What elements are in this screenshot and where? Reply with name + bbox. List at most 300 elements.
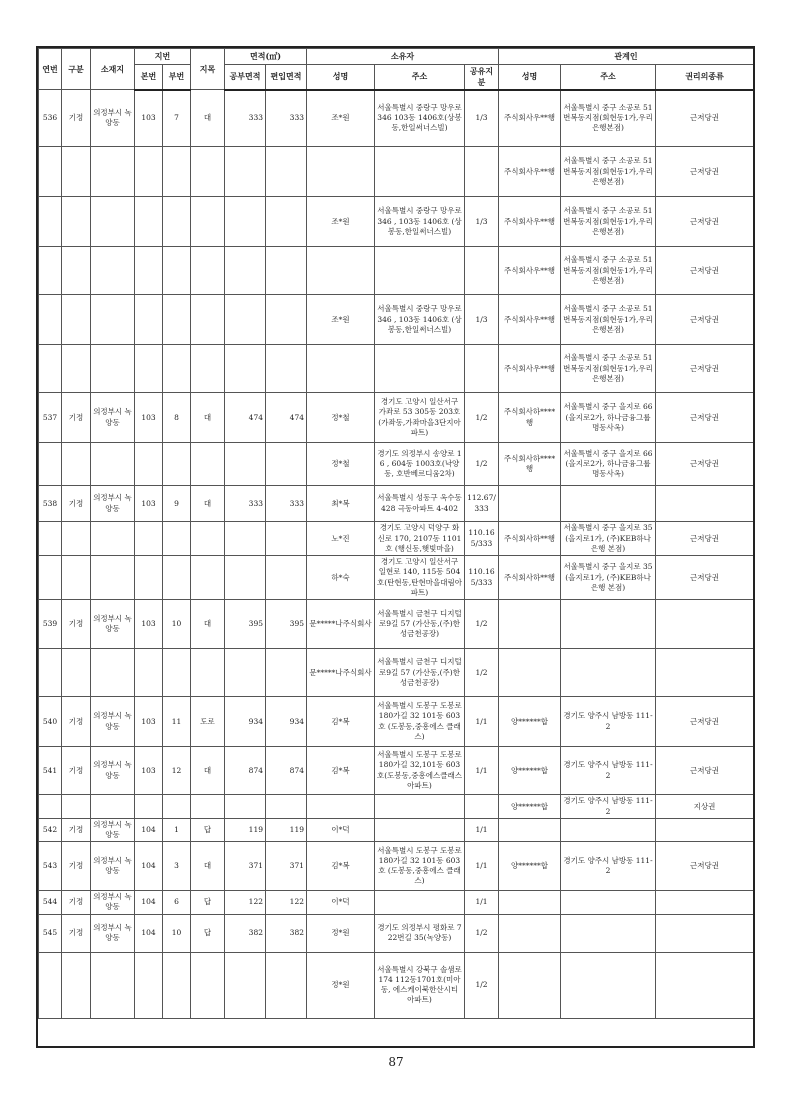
cell-land-category: 도로: [191, 697, 225, 747]
cell-public-area: [225, 345, 266, 393]
cell-related-address: 서울특별시 중구 소공로 51번복동지점(회현동1가,우리은행본점): [561, 295, 656, 345]
cell-main-number: 103: [135, 393, 163, 443]
cell-included-area: [266, 295, 307, 345]
cell-type: 기정: [62, 486, 91, 522]
cell-owner-name: 하*숙: [307, 556, 375, 600]
cell-type: [62, 556, 91, 600]
cell-share: 1/3: [465, 90, 499, 147]
cell-sub-number: [163, 522, 191, 556]
cell-seq: 542: [39, 819, 62, 842]
cell-main-number: 104: [135, 819, 163, 842]
cell-seq: [39, 247, 62, 295]
table-body: [39, 90, 754, 1019]
cell-right-type: 근저당권: [656, 556, 754, 600]
cell-owner-address: 서울특별시 강북구 솔샘로174 112동1701호(미아동, 에스케이북한산시티 아파트): [375, 952, 465, 1018]
table-row: [39, 819, 754, 842]
table-row: [39, 247, 754, 295]
header-owner-address: 주소: [375, 65, 465, 90]
cell-owner-name: [307, 795, 375, 819]
cell-related-address: 경기도 양주시 남방동 111-2: [561, 747, 656, 795]
cell-right-type: 근저당권: [656, 697, 754, 747]
cell-main-number: 103: [135, 90, 163, 147]
cell-owner-name: 김*복: [307, 747, 375, 795]
cell-related-address: [561, 649, 656, 697]
cell-main-number: [135, 197, 163, 247]
cell-right-type: [656, 891, 754, 914]
page-number: 87: [388, 1055, 404, 1069]
table-row: [39, 147, 754, 197]
cell-share: 1/1: [465, 842, 499, 891]
table-row: [39, 649, 754, 697]
cell-public-area: 874: [225, 747, 266, 795]
cell-share: 110.165/333: [465, 556, 499, 600]
cell-sub-number: 9: [163, 486, 191, 522]
cell-main-number: [135, 952, 163, 1018]
cell-type: [62, 522, 91, 556]
cell-share: [465, 795, 499, 819]
cell-location: 의정부시 녹양동: [91, 747, 135, 795]
cell-location: [91, 522, 135, 556]
cell-related-name: 양******합: [499, 747, 561, 795]
cell-type: 기정: [62, 90, 91, 147]
cell-sub-number: [163, 295, 191, 345]
cell-land-category: [191, 443, 225, 486]
cell-main-number: 103: [135, 486, 163, 522]
cell-related-address: 서울특별시 중구 소공로 51번복동지점(회현동1가,우리은행본점): [561, 90, 656, 147]
cell-sub-number: [163, 649, 191, 697]
cell-owner-name: [307, 345, 375, 393]
cell-location: 의정부시 녹양동: [91, 914, 135, 952]
cell-owner-name: 이*덕: [307, 819, 375, 842]
cell-share: 1/2: [465, 443, 499, 486]
table-header: [39, 49, 754, 90]
cell-related-address: [561, 819, 656, 842]
table-row: [39, 600, 754, 649]
cell-location: 의정부시 녹양동: [91, 697, 135, 747]
cell-main-number: 104: [135, 842, 163, 891]
cell-seq: [39, 295, 62, 345]
cell-land-category: [191, 197, 225, 247]
cell-included-area: 371: [266, 842, 307, 891]
cell-included-area: 119: [266, 819, 307, 842]
cell-right-type: 지상권: [656, 795, 754, 819]
cell-related-address: [561, 952, 656, 1018]
cell-land-category: 대: [191, 842, 225, 891]
cell-related-address: 서울특별시 중구 을지로 35(을지로1가, (주)KEB하나은행 본점): [561, 522, 656, 556]
cell-land-category: [191, 522, 225, 556]
cell-main-number: [135, 295, 163, 345]
cell-sub-number: [163, 952, 191, 1018]
cell-sub-number: 1: [163, 819, 191, 842]
cell-sub-number: 12: [163, 747, 191, 795]
cell-type: [62, 795, 91, 819]
cell-share: 1/1: [465, 747, 499, 795]
cell-land-category: [191, 247, 225, 295]
cell-main-number: 104: [135, 914, 163, 952]
cell-location: [91, 443, 135, 486]
cell-land-category: 답: [191, 819, 225, 842]
cell-included-area: [266, 522, 307, 556]
cell-owner-address: 경기도 의정부시 평화로 722번길 35(녹양동): [375, 914, 465, 952]
cell-sub-number: [163, 147, 191, 197]
cell-main-number: [135, 649, 163, 697]
cell-related-address: 서울특별시 중구 을지로 66(을지로2가, 하나금융그룹 명동사옥): [561, 443, 656, 486]
cell-owner-name: 최*복: [307, 486, 375, 522]
cell-related-name: 주식회사우**행: [499, 90, 561, 147]
cell-location: 의정부시 녹양동: [91, 486, 135, 522]
cell-owner-address: 서울특별시 중랑구 망우로 346 , 103동 1406호 (상봉동,한일써너스빌): [375, 197, 465, 247]
cell-public-area: 474: [225, 393, 266, 443]
cell-public-area: 382: [225, 914, 266, 952]
cell-sub-number: [163, 197, 191, 247]
cell-land-category: [191, 147, 225, 197]
cell-related-name: [499, 486, 561, 522]
cell-owner-name: 김*복: [307, 842, 375, 891]
header-owner-name: 성명: [307, 65, 375, 90]
cell-location: 의정부시 녹양동: [91, 842, 135, 891]
cell-type: [62, 952, 91, 1018]
cell-land-category: [191, 795, 225, 819]
cell-related-name: 주식회사하****행: [499, 393, 561, 443]
cell-share: 1/3: [465, 197, 499, 247]
cell-share: 1/1: [465, 697, 499, 747]
table-row: [39, 697, 754, 747]
cell-related-address: [561, 914, 656, 952]
cell-seq: 539: [39, 600, 62, 649]
cell-related-name: 양******합: [499, 842, 561, 891]
cell-right-type: 근저당권: [656, 747, 754, 795]
cell-related-name: 주식회사우**행: [499, 197, 561, 247]
cell-included-area: [266, 952, 307, 1018]
cell-included-area: 122: [266, 891, 307, 914]
cell-related-address: 서울특별시 중구 을지로 66(을지로2가, 하나금융그룹 명동사옥): [561, 393, 656, 443]
header-public-area: 공부면적: [225, 65, 266, 90]
cell-location: 의정부시 녹양동: [91, 819, 135, 842]
cell-seq: 543: [39, 842, 62, 891]
cell-owner-address: 서울특별시 도봉구 도봉로180가길 32 101동 603호 (도봉동,중흥에스 클래스): [375, 697, 465, 747]
cell-type: 기정: [62, 914, 91, 952]
cell-right-type: [656, 914, 754, 952]
cell-included-area: 934: [266, 697, 307, 747]
cell-owner-address: [375, 147, 465, 197]
cell-owner-address: 경기도 고양시 일산서구 가좌로 53 305동 203호(가좌동,가좌마을3단지아파트): [375, 393, 465, 443]
cell-main-number: 103: [135, 697, 163, 747]
cell-share: [465, 345, 499, 393]
header-right-type: 권리의종류: [656, 65, 754, 90]
cell-owner-name: 정*원: [307, 952, 375, 1018]
cell-related-name: 주식회사하**행: [499, 522, 561, 556]
cell-seq: 544: [39, 891, 62, 914]
cell-related-address: [561, 486, 656, 522]
cell-sub-number: 10: [163, 600, 191, 649]
cell-included-area: [266, 197, 307, 247]
table-row: [39, 90, 754, 147]
cell-share: 1/2: [465, 649, 499, 697]
cell-related-name: 주식회사우**행: [499, 247, 561, 295]
cell-included-area: 333: [266, 486, 307, 522]
cell-right-type: 근저당권: [656, 443, 754, 486]
cell-owner-address: [375, 345, 465, 393]
cell-related-address: 경기도 양주시 남방동 111-2: [561, 842, 656, 891]
cell-type: 기정: [62, 819, 91, 842]
cell-type: [62, 295, 91, 345]
cell-seq: 537: [39, 393, 62, 443]
table-row: [39, 522, 754, 556]
cell-seq: 541: [39, 747, 62, 795]
cell-share: 1/2: [465, 952, 499, 1018]
table-row: [39, 393, 754, 443]
cell-location: 의정부시 녹양동: [91, 600, 135, 649]
cell-location: [91, 952, 135, 1018]
cell-main-number: [135, 443, 163, 486]
cell-share: 1/3: [465, 295, 499, 345]
cell-sub-number: [163, 556, 191, 600]
cell-owner-name: 문*****나주식회사: [307, 649, 375, 697]
cell-public-area: 119: [225, 819, 266, 842]
table-row: [39, 197, 754, 247]
table-row: [39, 891, 754, 914]
cell-owner-name: 조*원: [307, 90, 375, 147]
cell-right-type: 근저당권: [656, 393, 754, 443]
cell-seq: 540: [39, 697, 62, 747]
cell-main-number: 103: [135, 747, 163, 795]
header-lot: 지번: [135, 49, 191, 65]
cell-included-area: [266, 443, 307, 486]
cell-related-name: 주식회사하**행: [499, 556, 561, 600]
cell-related-name: [499, 649, 561, 697]
cell-type: 기정: [62, 747, 91, 795]
cell-public-area: 122: [225, 891, 266, 914]
cell-related-address: 서울특별시 중구 소공로 51번복동지점(회현동1가,우리은행본점): [561, 147, 656, 197]
cell-right-type: [656, 600, 754, 649]
table-row: [39, 842, 754, 891]
cell-related-name: 양******합: [499, 795, 561, 819]
cell-owner-address: [375, 247, 465, 295]
cell-type: 기정: [62, 600, 91, 649]
cell-land-category: [191, 345, 225, 393]
cell-location: [91, 795, 135, 819]
cell-owner-name: 이*덕: [307, 891, 375, 914]
cell-owner-name: [307, 247, 375, 295]
cell-right-type: 근저당권: [656, 295, 754, 345]
cell-type: [62, 443, 91, 486]
cell-type: [62, 247, 91, 295]
cell-seq: [39, 197, 62, 247]
cell-owner-address: 경기도 고양시 일산서구 일현로 140, 115동 504호(탄현동,탄현마을대림아파트): [375, 556, 465, 600]
cell-sub-number: 3: [163, 842, 191, 891]
cell-right-type: 근저당권: [656, 90, 754, 147]
cell-land-category: [191, 952, 225, 1018]
cell-main-number: [135, 345, 163, 393]
cell-right-type: 근저당권: [656, 842, 754, 891]
cell-location: [91, 197, 135, 247]
table-row: [39, 345, 754, 393]
cell-location: [91, 247, 135, 295]
cell-related-address: 서울특별시 중구 소공로 51번복동지점(회현동1가,우리은행본점): [561, 197, 656, 247]
cell-owner-name: 정*철: [307, 443, 375, 486]
cell-share: 1/2: [465, 393, 499, 443]
cell-main-number: [135, 247, 163, 295]
cell-sub-number: [163, 247, 191, 295]
cell-included-area: 382: [266, 914, 307, 952]
cell-type: [62, 197, 91, 247]
cell-right-type: 근저당권: [656, 345, 754, 393]
cell-location: 의정부시 녹양동: [91, 891, 135, 914]
cell-share: 110.165/333: [465, 522, 499, 556]
cell-included-area: [266, 795, 307, 819]
table-row: [39, 443, 754, 486]
header-included-area: 편입면적: [266, 65, 307, 90]
cell-sub-number: [163, 795, 191, 819]
cell-share: 1/1: [465, 819, 499, 842]
cell-type: 기정: [62, 697, 91, 747]
cell-location: [91, 649, 135, 697]
cell-seq: [39, 795, 62, 819]
cell-share: 1/2: [465, 600, 499, 649]
cell-included-area: 395: [266, 600, 307, 649]
cell-public-area: [225, 952, 266, 1018]
table-row: [39, 795, 754, 819]
cell-right-type: 근저당권: [656, 247, 754, 295]
cell-included-area: [266, 556, 307, 600]
cell-right-type: [656, 486, 754, 522]
cell-included-area: [266, 345, 307, 393]
cell-right-type: 근저당권: [656, 147, 754, 197]
cell-included-area: [266, 147, 307, 197]
cell-seq: [39, 345, 62, 393]
cell-related-address: 경기도 양주시 남방동 111-2: [561, 697, 656, 747]
header-land-category: 지목: [191, 49, 225, 90]
cell-related-name: [499, 819, 561, 842]
cell-public-area: [225, 795, 266, 819]
table-row: [39, 486, 754, 522]
cell-sub-number: 6: [163, 891, 191, 914]
cell-right-type: [656, 649, 754, 697]
cell-main-number: 104: [135, 891, 163, 914]
cell-related-address: 서울특별시 중구 소공로 51번복동지점(회현동1가,우리은행본점): [561, 247, 656, 295]
cell-related-name: [499, 952, 561, 1018]
cell-sub-number: 10: [163, 914, 191, 952]
cell-sub-number: 11: [163, 697, 191, 747]
cell-location: [91, 147, 135, 197]
cell-owner-address: 서울특별시 중랑구 망우로 346 103동 1406호(상봉동,한일써너스빌): [375, 90, 465, 147]
header-related-party: 관계인: [499, 49, 754, 65]
cell-public-area: [225, 556, 266, 600]
cell-included-area: [266, 247, 307, 295]
cell-owner-address: [375, 795, 465, 819]
cell-main-number: [135, 147, 163, 197]
cell-related-name: 양******합: [499, 697, 561, 747]
cell-sub-number: [163, 345, 191, 393]
land-register-table: [38, 48, 754, 1019]
table-row: [39, 914, 754, 952]
cell-related-name: 주식회사하****행: [499, 443, 561, 486]
cell-public-area: [225, 295, 266, 345]
cell-type: 기정: [62, 842, 91, 891]
cell-seq: [39, 556, 62, 600]
cell-location: [91, 345, 135, 393]
cell-seq: 545: [39, 914, 62, 952]
cell-owner-address: [375, 891, 465, 914]
cell-related-name: 주식회사우**행: [499, 345, 561, 393]
cell-public-area: [225, 197, 266, 247]
table-row: [39, 952, 754, 1018]
cell-type: 기정: [62, 393, 91, 443]
cell-owner-address: [375, 819, 465, 842]
cell-share: 1/1: [465, 891, 499, 914]
cell-location: [91, 295, 135, 345]
header-seq: 연번: [39, 49, 62, 90]
cell-land-category: 대: [191, 90, 225, 147]
cell-main-number: [135, 795, 163, 819]
cell-owner-name: 정*철: [307, 393, 375, 443]
cell-related-name: [499, 600, 561, 649]
cell-owner-address: 서울특별시 성동구 옥수동 428 극동아파트 4-402: [375, 486, 465, 522]
table-row: [39, 295, 754, 345]
cell-type: 기정: [62, 891, 91, 914]
cell-seq: 536: [39, 90, 62, 147]
cell-seq: [39, 522, 62, 556]
cell-owner-name: 정*원: [307, 914, 375, 952]
header-sub-number: 부번: [163, 65, 191, 90]
cell-public-area: 333: [225, 486, 266, 522]
cell-included-area: [266, 649, 307, 697]
cell-location: [91, 556, 135, 600]
cell-right-type: [656, 819, 754, 842]
cell-sub-number: [163, 443, 191, 486]
cell-owner-name: [307, 147, 375, 197]
cell-owner-name: 문*****나주식회사: [307, 600, 375, 649]
cell-share: [465, 247, 499, 295]
cell-type: [62, 345, 91, 393]
cell-related-address: 서울특별시 중구 을지로 35(을지로1가, (주)KEB하나은행 본점): [561, 556, 656, 600]
cell-owner-address: 서울특별시 금천구 디지털로9길 57 (가산동,(주)한성금천공장): [375, 649, 465, 697]
table-row: [39, 556, 754, 600]
cell-owner-name: 노*진: [307, 522, 375, 556]
land-register-table-frame: [36, 46, 755, 1048]
cell-related-name: [499, 914, 561, 952]
cell-related-name: 주식회사우**행: [499, 147, 561, 197]
cell-included-area: 333: [266, 90, 307, 147]
cell-related-name: [499, 891, 561, 914]
cell-owner-address: 서울특별시 금천구 디지털로9길 57 (가산동,(주)한성금천공장): [375, 600, 465, 649]
header-type: 구분: [62, 49, 91, 90]
cell-owner-name: 조*원: [307, 295, 375, 345]
cell-owner-name: 김*복: [307, 697, 375, 747]
cell-public-area: 934: [225, 697, 266, 747]
cell-related-name: 주식회사우**행: [499, 295, 561, 345]
cell-related-address: 서울특별시 중구 소공로 51번복동지점(회현동1가,우리은행본점): [561, 345, 656, 393]
cell-right-type: 근저당권: [656, 197, 754, 247]
cell-location: 의정부시 녹양동: [91, 90, 135, 147]
cell-sub-number: 8: [163, 393, 191, 443]
cell-included-area: 474: [266, 393, 307, 443]
cell-owner-address: 경기도 의정부시 송양로 16 , 604동 1003호(낙양동, 호반베르디움2차): [375, 443, 465, 486]
cell-public-area: 371: [225, 842, 266, 891]
cell-main-number: [135, 556, 163, 600]
cell-type: [62, 147, 91, 197]
cell-type: [62, 649, 91, 697]
cell-share: [465, 147, 499, 197]
header-related-address: 주소: [561, 65, 656, 90]
table-row: [39, 747, 754, 795]
cell-related-address: [561, 600, 656, 649]
cell-land-category: [191, 295, 225, 345]
cell-land-category: 답: [191, 891, 225, 914]
cell-related-address: [561, 891, 656, 914]
cell-owner-name: 조*원: [307, 197, 375, 247]
cell-public-area: [225, 522, 266, 556]
